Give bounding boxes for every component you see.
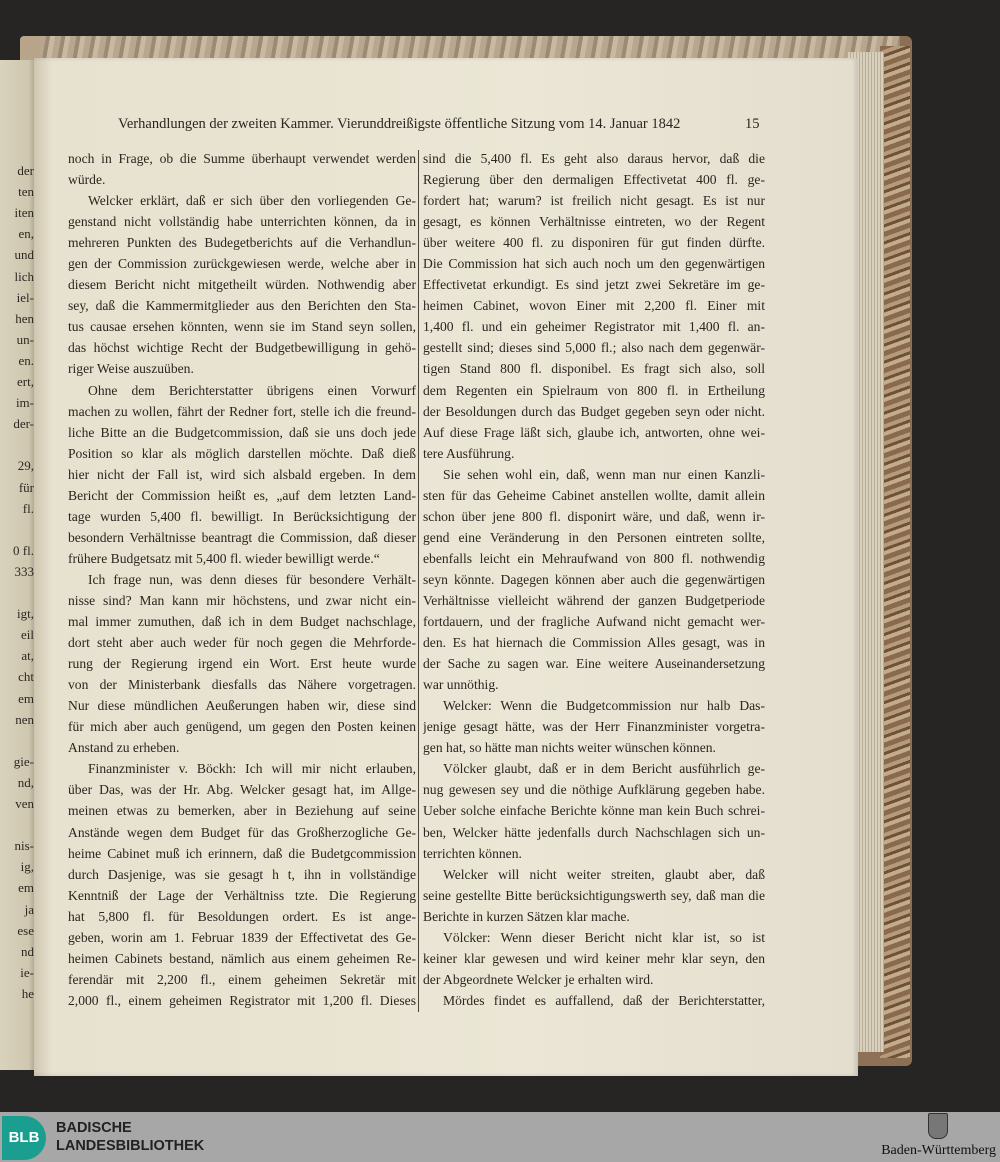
text-line: Mördes findet es auffallend, daß der Berichterstatter, bbox=[443, 992, 765, 1008]
facing-page-fragment: igt, bbox=[17, 606, 34, 622]
facing-page-fragment: nd bbox=[21, 943, 34, 959]
text-line: geben, worin am 1. Februar 1839 der Effectivetat des Ge- bbox=[68, 929, 416, 945]
text-line: Verhältnisse vielleicht während der ganzen Budgetperiode bbox=[423, 592, 765, 608]
facing-page-fragment: ven bbox=[15, 796, 34, 811]
paragraph bbox=[68, 190, 416, 379]
facing-page-fragment: ese bbox=[17, 922, 34, 938]
text-line: genstand nicht vollständig habe unterrichten können, da in bbox=[68, 214, 416, 230]
library-name[interactable] bbox=[56, 1119, 204, 1155]
text-line: ebenfalls leicht ein Mehraufwand von 800 fl. nothwendig bbox=[423, 550, 765, 566]
text-line: meinen etwas zu bemerken, aber in Beziehung auf seine bbox=[68, 803, 416, 819]
text-line: nisse sind? Man kann mir höchstens, und zwar nicht ein- bbox=[68, 592, 416, 608]
text-line: dort steht aber auch weder für noch gegen die Mehrforde- bbox=[68, 635, 416, 651]
text-line: gestellt sind; dieses sind 5,000 fl.; also nach dem gegenwär- bbox=[423, 340, 765, 356]
facing-page-fragment: ten bbox=[18, 184, 34, 200]
text-line: tigen Stand 800 fl. disponibel. Es fragt sich also, soll bbox=[423, 361, 765, 377]
facing-page-fragment: ig, bbox=[20, 859, 34, 875]
text-line: für mich aber auch genügend, um gegen den Posten keinen bbox=[68, 719, 416, 735]
text-line: machen zu wollen, fährt der Redner fort, stelle ich die freund- bbox=[68, 403, 416, 419]
facing-page-fragment: un- bbox=[16, 331, 34, 347]
paragraph bbox=[423, 990, 765, 1011]
text-line: der Sache zu sagen war. Eine weitere Auseinandersetzung bbox=[423, 656, 765, 672]
text-line: Welcker erklärt, daß er sich über den vorliegenden Ge- bbox=[88, 193, 416, 209]
facing-page-fragment: em bbox=[18, 880, 34, 896]
text-line: Völcker glaubt, daß er in dem Bericht ausführlich ge- bbox=[443, 761, 765, 777]
facing-page-sliver bbox=[0, 60, 36, 1070]
text-line: seyn könnte. Dagegen können aber auch die gegenwärtigen bbox=[423, 571, 765, 587]
facing-page-fragment: lich bbox=[14, 268, 34, 284]
facing-page-fragment: iel- bbox=[16, 289, 34, 305]
text-line: nug gewesen sey und die nöthige Aufklärung gegeben habe. bbox=[423, 782, 765, 798]
facing-page-fragment: und bbox=[14, 247, 34, 263]
facing-page-fragment: nen bbox=[15, 711, 34, 727]
text-line: Finanzminister v. Böckh: Ich will mir nicht erlauben, bbox=[88, 761, 416, 777]
text-line: heimen Cabinet, wovon Einer mit 2,200 fl. Einer mit bbox=[423, 298, 765, 314]
facing-page-fragment: 333 bbox=[14, 563, 34, 579]
text-line: Nur diese mündlichen Aeußerungen haben wir, diese sind bbox=[68, 698, 416, 714]
text-line: Anstand zu erheben. bbox=[68, 740, 180, 756]
text-line: diesem Bericht nicht mitgetheilt würden. Nothwendig aber bbox=[68, 277, 416, 293]
text-line: Welcker will nicht weiter streiten, glaubt aber, daß bbox=[443, 866, 765, 882]
facing-page-fragment: ja bbox=[24, 901, 34, 917]
text-line: war unnöthig. bbox=[423, 677, 499, 693]
text-line: Berichte in kurzen Sätzen klar mache. bbox=[423, 908, 630, 924]
text-line: über weitere 400 fl. zu disponiren für gut finden dürfte. bbox=[423, 235, 765, 251]
paragraph bbox=[68, 758, 416, 1011]
text-line: Auf diese Frage läßt sich, glaube ich, antworten, ohne wei- bbox=[423, 424, 765, 440]
library-name-line1: BADISCHE bbox=[56, 1120, 132, 1136]
right-column bbox=[423, 148, 765, 1011]
text-line: heime Cabinet muß ich erinnern, daß die Budetgcommission bbox=[68, 845, 416, 861]
text-line: Kenntniß der Lage der Verhältniss tzte. Die Regierung bbox=[68, 887, 416, 903]
book-cover-top-edge bbox=[40, 36, 900, 58]
facing-page-fragment: für bbox=[18, 479, 34, 495]
facing-page-fragment: ie- bbox=[20, 964, 34, 980]
text-line: der Abgeordnete Welcker je erhalten wird. bbox=[423, 971, 654, 987]
text-line: Anstände wegen dem Budget für das Großherzogliche Ge- bbox=[68, 824, 416, 840]
page-number: 15 bbox=[745, 116, 760, 132]
facing-page-fragment: at, bbox=[21, 648, 34, 664]
text-line: hat 5,800 fl. für Besoldungen ordert. Es ist ange- bbox=[68, 908, 416, 924]
text-line: tage wurden 5,400 fl. bewilligt. In Berücksichtigung der bbox=[68, 508, 416, 524]
text-line: tus causae ersehen könnten, wenn sie im Stand seyn sollen, bbox=[68, 319, 416, 335]
text-line: seine gestellte Bitte berücksichtigungswerth sey, daß man die bbox=[423, 887, 765, 903]
text-line: jenige gesagt hätte, was der Herr Finanzminister vorgetra- bbox=[423, 719, 765, 735]
footer-bar bbox=[0, 1112, 1000, 1162]
facing-page-fragment: fl. bbox=[22, 500, 34, 516]
text-line: hier nicht der Fall ist, wird sich alsbald ergeben. In dem bbox=[68, 466, 416, 482]
text-line: Ohne dem Berichterstatter übrigens einen Vorwurf bbox=[88, 382, 416, 398]
text-line: ben, Welcker hätte jedenfalls durch Nachschlagen sich un- bbox=[423, 824, 765, 840]
text-line: fortdauern, und der fragliche Aufwand nicht gemacht wer- bbox=[423, 614, 765, 630]
facing-page-fragment: en. bbox=[18, 352, 34, 368]
text-line: 1,400 fl. und ein geheimer Registrator mit 1,400 fl. an- bbox=[423, 319, 765, 335]
paragraph bbox=[423, 758, 765, 863]
text-line: fordert hat; warum? ist freilich nicht gesagt. Es ist nur bbox=[423, 193, 765, 209]
text-line: sten für das Geheime Cabinet anstellen wollte, damit allein bbox=[423, 487, 765, 503]
facing-page-fragment: der- bbox=[13, 416, 34, 432]
facing-page-fragment: em bbox=[18, 690, 34, 706]
paragraph bbox=[68, 569, 416, 758]
facing-page-fragment: gie- bbox=[13, 753, 34, 769]
text-line: 2,000 fl., einem geheimen Registrator mit 1,200 fl. Dieses bbox=[68, 992, 416, 1008]
text-line: von der Ministerbank diesfalls das Nähere vorgetragen. bbox=[68, 677, 416, 693]
facing-page-fragment: der bbox=[17, 163, 34, 178]
facing-page-fragment: im- bbox=[15, 395, 34, 411]
paragraph bbox=[423, 927, 765, 990]
text-line: mal immer zumuthen, daß ich in dem Budget nachschlage, bbox=[68, 614, 416, 630]
text-line: mehreren Punkten des Budegetberichts auf die Verhandlun- bbox=[68, 235, 416, 251]
text-line: schon über jene 800 fl. disponirt wäre, und daß, wenn ir- bbox=[423, 508, 765, 524]
text-line: das höchst wichtige Recht der Budgetbewilligung in gehö- bbox=[68, 340, 416, 356]
text-line: Die Commission hat sich auch noch um den gegenwärtigen bbox=[423, 256, 765, 272]
text-line: gen hat, so hätte man nichts weiter wünschen können. bbox=[423, 740, 716, 756]
facing-page-fragment: ert, bbox=[17, 374, 34, 389]
text-line: würde. bbox=[68, 172, 106, 188]
facing-page-fragment: cht bbox=[18, 669, 34, 685]
text-line: sind die 5,400 fl. Es geht also daraus hervor, daß die bbox=[423, 151, 765, 166]
text-line: durch Dasjenige, was sie gesagt h t, ihn in vollständige bbox=[68, 866, 416, 882]
text-line: dem Regenten ein Spielraum von 800 fl. in Ertheilung bbox=[423, 382, 765, 398]
text-line: liche Bitte an die Budgetcommission, daß sie uns doch jede bbox=[68, 424, 416, 440]
text-line: über Das, was der Hr. Abg. Welcker gesagt hat, im Allge- bbox=[68, 782, 416, 798]
facing-page-fragment: eil bbox=[21, 627, 34, 643]
paragraph bbox=[423, 464, 765, 696]
column-divider bbox=[418, 150, 419, 1012]
facing-page-fragment: hen bbox=[15, 310, 34, 326]
facing-page-fragment: iten bbox=[14, 205, 34, 221]
library-name-line2: LANDESBIBLIOTHEK bbox=[56, 1138, 205, 1154]
text-line: Ueber solche einfache Berichte könne man kein Buch schrei- bbox=[423, 803, 765, 819]
facing-page-fragment: he bbox=[21, 985, 34, 1001]
text-line: riger Weise auszuüben. bbox=[68, 361, 194, 377]
text-line: ferendär mit 2,200 fl., einem geheimen Sekretär mit bbox=[68, 971, 416, 987]
text-line: Position so klar als möglich darstellen möchte. Daß dieß bbox=[68, 445, 416, 461]
paragraph bbox=[68, 380, 416, 569]
text-line: Völcker: Wenn dieser Bericht nicht klar ist, so ist bbox=[443, 929, 765, 945]
facing-page-fragment: nis- bbox=[14, 838, 34, 854]
facing-page-fragment: 29, bbox=[17, 458, 34, 474]
text-line: rung der Regierung irgend ein Wort. Erst heute wurde bbox=[68, 656, 416, 672]
text-line: gesagt, es können Verhältnisse eintreten, wo der Regent bbox=[423, 214, 765, 230]
text-line: Sie sehen wohl ein, daß, wenn man nur einen Kanzli- bbox=[443, 466, 765, 482]
text-line: keiner klar gewesen und wird keiner mehr klar seyn, den bbox=[423, 950, 765, 966]
text-line: sey, daß die Kammermitglieder aus den Berichten den Sta- bbox=[68, 298, 416, 314]
paragraph bbox=[423, 864, 765, 927]
text-line: heimen Cabinets bestand, nämlich aus einem geheimen Re- bbox=[68, 950, 416, 966]
text-line: Regierung über den dermaligen Effectivetat 400 fl. ge- bbox=[423, 172, 765, 188]
state-name: Baden-Württemberg bbox=[881, 1143, 996, 1158]
text-line: der Besoldungen durch das Budget gegeben seyn oder nicht. bbox=[423, 403, 765, 419]
text-line: frühere Budgetsatz mit 5,400 fl. wieder bewilligt werde.“ bbox=[68, 550, 380, 566]
text-line: Welcker: Wenn die Budgetcommission nur halb Das- bbox=[443, 698, 765, 714]
paragraph bbox=[423, 148, 765, 464]
facing-page-fragment: en, bbox=[18, 226, 34, 242]
text-line: den. Es hat hiernach die Commission Alles gesagt, was in bbox=[423, 635, 765, 651]
left-column bbox=[68, 148, 416, 1011]
blb-logo[interactable]: BLB bbox=[2, 1116, 46, 1160]
coat-of-arms-icon bbox=[928, 1113, 948, 1139]
text-line: Bericht der Commission heißt es, „auf dem letzten Land- bbox=[68, 487, 416, 503]
text-line: gend eine Veränderung in den Personen eintreten sollte, bbox=[423, 529, 765, 545]
text-line: gen der Commission zurückgewiesen werde, welche aber in bbox=[68, 256, 416, 272]
text-line: Effectivetat erkundigt. Es sind jetzt zwei Sekretäre im ge- bbox=[423, 277, 765, 293]
paragraph bbox=[423, 695, 765, 758]
marbled-cover-edge bbox=[880, 46, 910, 1058]
text-line: noch in Frage, ob die Summe überhaupt verwendet werden bbox=[68, 151, 416, 166]
running-header: Verhandlungen der zweiten Kammer. Vierunddreißigste öffentliche Sitzung vom 14. Januar 1842 bbox=[118, 116, 681, 132]
text-line: terrichten können. bbox=[423, 845, 522, 861]
paragraph bbox=[68, 148, 416, 190]
text-line: Ich frage nun, was denn dieses für besondere Verhält- bbox=[88, 571, 416, 587]
text-line: besondern Verhältnisse beantragt die Commission, daß dieser bbox=[68, 529, 416, 545]
facing-page-fragment: 0 fl. bbox=[13, 542, 34, 558]
facing-page-fragment: nd, bbox=[17, 774, 34, 790]
text-line: tere Ausführung. bbox=[423, 445, 515, 461]
